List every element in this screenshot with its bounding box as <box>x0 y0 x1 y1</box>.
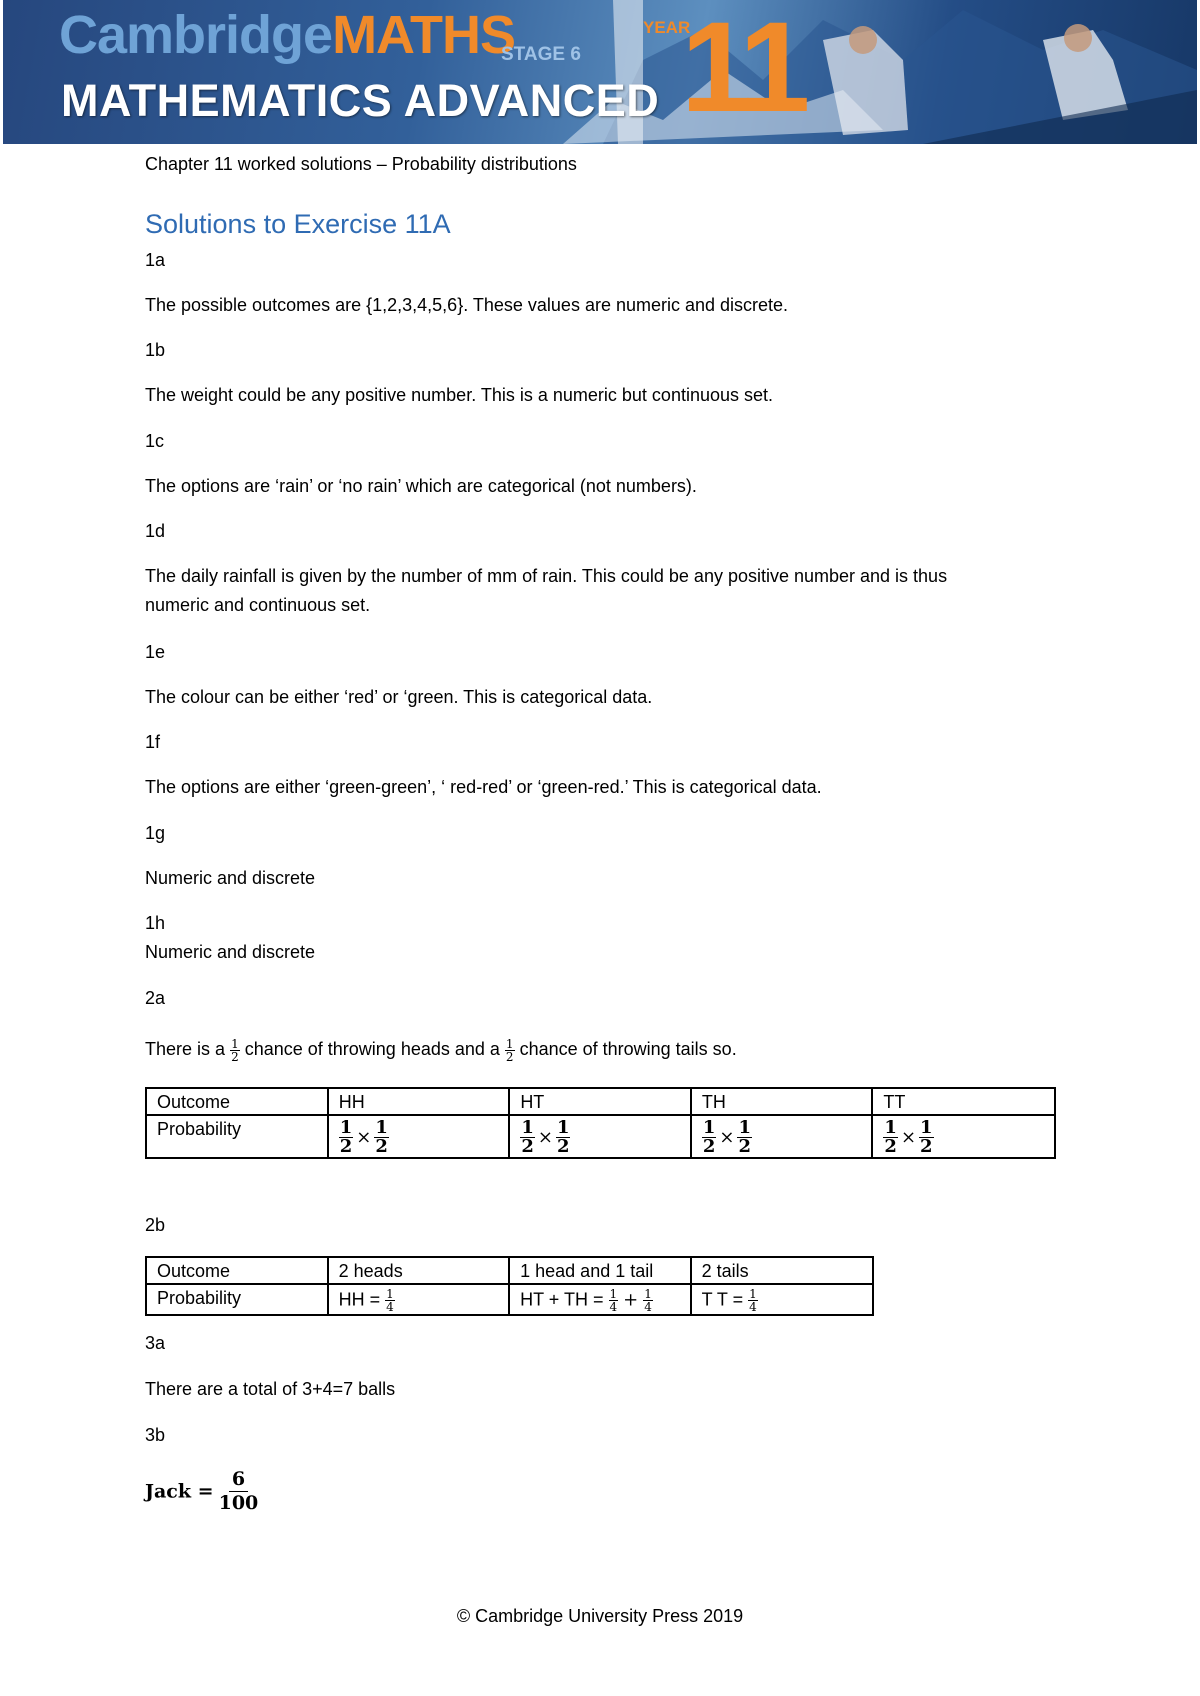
q2a-text-part1: There is a <box>145 1039 226 1059</box>
table-cell: 2 heads <box>328 1257 509 1284</box>
q2b-label: 2b <box>145 1215 166 1235</box>
fraction-quarter: $\frac{1}{4}$ <box>609 1287 618 1314</box>
table-cell <box>872 1115 1055 1158</box>
fraction-quarter: $\frac{1}{4}$ <box>644 1287 652 1314</box>
q2a-text-part2: chance of throwing heads and a <box>244 1039 500 1059</box>
section-heading: Solutions to Exercise 11A <box>145 209 451 239</box>
table-cell <box>328 1115 510 1158</box>
table-row <box>146 1115 1055 1158</box>
q3b-lhs: Jack = <box>145 1480 214 1503</box>
q1f-text: The options are either ‘green-green’, ‘ red-red’ or ‘green-red.’ This is categorical data. <box>145 777 822 797</box>
table-cell-header: Probability <box>146 1284 328 1315</box>
fraction-quarter: $\frac{1}{4}$ <box>386 1287 394 1314</box>
brand-wordmark <box>59 5 516 65</box>
brand-subtitle: MATHEMATICS ADVANCED <box>61 75 660 126</box>
table-cell: TH <box>691 1088 873 1115</box>
q1h-text: Numeric and discrete <box>145 942 316 962</box>
footer-copyright: © Cambridge University Press 2019 <box>456 1606 744 1626</box>
table-cell: T T = $\frac{1}{4}$ <box>691 1284 873 1315</box>
times-symbol: × <box>356 1127 372 1148</box>
table-cell: TT <box>872 1088 1055 1115</box>
brand-stage: STAGE 6 <box>501 44 581 65</box>
q1a-label: 1a <box>145 250 166 270</box>
table-cell: HT <box>509 1088 691 1115</box>
q1d-text-line1: The daily rainfall is given by the number of mm of rain. This could be any positive number and is thus <box>145 566 948 586</box>
table-cell <box>691 1115 873 1158</box>
times-symbol: × <box>537 1127 553 1148</box>
plus-symbol: + <box>623 1289 639 1311</box>
table-cell: HH <box>328 1088 510 1115</box>
chapter-title: Chapter 11 worked solutions – Probability distributions <box>145 154 577 174</box>
table-cell: HH = $\frac{1}{4}$ <box>328 1284 509 1315</box>
fraction-half: $\frac{1}{2}$ <box>505 1036 514 1064</box>
table-2a <box>145 1087 1056 1159</box>
fraction-half: $\frac{1}{2}$ <box>920 1117 933 1157</box>
q1e-label: 1e <box>145 642 166 662</box>
q2a-label: 2a <box>145 988 166 1008</box>
table-cell-header: Outcome <box>146 1257 328 1284</box>
q1b-label: 1b <box>145 340 166 360</box>
q1e-text: The colour can be either ‘red’ or ‘green. This is categorical data. <box>145 687 653 707</box>
table-2b <box>145 1256 874 1316</box>
table-cell <box>509 1115 691 1158</box>
table-cell: 1 head and 1 tail <box>509 1257 690 1284</box>
q1a-text: The possible outcomes are {1,2,3,4,5,6}. These values are numeric and discrete. <box>145 295 789 315</box>
q1c-label: 1c <box>145 431 165 451</box>
q2a-text-part3: chance of throwing tails so. <box>519 1039 737 1059</box>
brand-cambridge: Cambridge <box>59 5 333 65</box>
q1g-text: Numeric and discrete <box>145 868 316 888</box>
table-cell-header: Probability <box>146 1115 328 1158</box>
year-number: 11 <box>681 0 805 139</box>
table-cell: HT + TH = $\frac{1}{4}$ + $\frac{1}{4}$ <box>509 1284 690 1315</box>
times-symbol: × <box>900 1127 917 1148</box>
table-cell: 2 tails <box>691 1257 873 1284</box>
fraction-half: $\frac{1}{2}$ <box>231 1036 239 1064</box>
year-label: YEAR <box>643 18 691 37</box>
q1d-text-line2: numeric and continuous set. <box>145 595 371 615</box>
table-cell-header: Outcome <box>146 1088 328 1115</box>
fraction-half: $\frac{1}{2}$ <box>738 1117 752 1157</box>
q2a-text <box>145 1030 737 1068</box>
q1b-text: The weight could be any positive number. This is a numeric but continuous set. <box>145 385 774 405</box>
q1h-label: 1h <box>145 913 166 933</box>
fraction-half: $\frac{1}{2}$ <box>556 1117 570 1157</box>
q3a-label: 3a <box>145 1333 166 1353</box>
fraction-half: $\frac{1}{2}$ <box>884 1117 897 1157</box>
fraction-half: $\frac{1}{2}$ <box>702 1117 716 1157</box>
q3b-label: 3b <box>145 1425 166 1445</box>
q1g-label: 1g <box>145 823 166 843</box>
brand-maths: MATHS <box>332 5 516 65</box>
fraction-half: $\frac{1}{2}$ <box>339 1117 353 1157</box>
q1c-text: The options are ‘rain’ or ‘no rain’ which are categorical (not numbers). <box>145 476 697 496</box>
fraction-half: $\frac{1}{2}$ <box>521 1117 534 1157</box>
q3a-text: There are a total of 3+4=7 balls <box>145 1379 396 1399</box>
header-banner <box>3 0 1197 144</box>
fraction-quarter: $\frac{1}{4}$ <box>749 1287 757 1314</box>
q1f-label: 1f <box>145 732 161 752</box>
fraction-six-hundredths: $\frac{6}{100}$ <box>218 1467 259 1514</box>
table-row <box>146 1088 1055 1115</box>
q1d-label: 1d <box>145 521 166 541</box>
times-symbol: × <box>719 1127 735 1148</box>
q3b-equation <box>145 1460 258 1521</box>
fraction-half: $\frac{1}{2}$ <box>375 1117 388 1157</box>
table-row <box>146 1257 873 1284</box>
table-row <box>146 1284 873 1315</box>
